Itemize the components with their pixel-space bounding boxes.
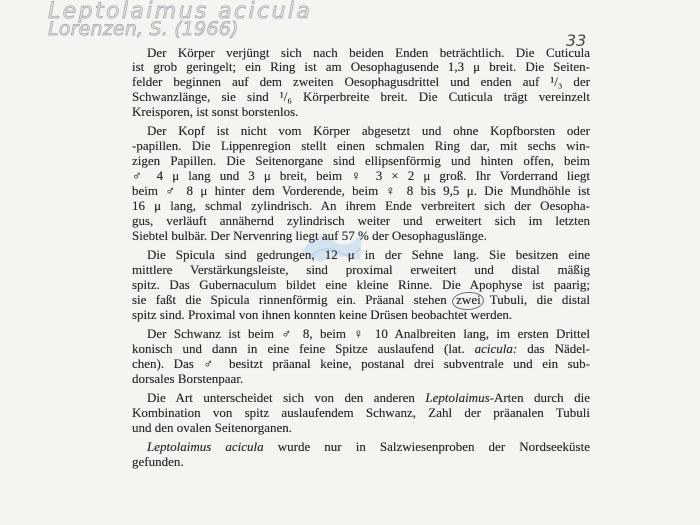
text-line: mittlere Verstärkungsleiste, sind proximal erweitert und distal mäßig (132, 261, 590, 277)
text-line: 16 μ lang, schmal zylindrisch. An ihrem Ende verbreitert sich der Oesopha- (132, 197, 590, 213)
italic-term: Leptolaimus acicula (147, 439, 264, 455)
text-line: Schwanzlänge, sie sind ¹/₆ Körperbreite breit. Die Cuticula trägt vereinzelt (132, 89, 590, 105)
page-number: 33 (566, 31, 587, 50)
text-line: Kombination von spitz auslaufendem Schwanz, Zahl der präanalen Tubuli (132, 404, 590, 420)
text-line: Siebtel bulbär. Der Nervenring liegt auf 57 % der Oesophaguslänge. (132, 227, 487, 243)
text-line (132, 440, 590, 455)
text-line: gefunden. (132, 454, 184, 470)
italic-term: acicula: (474, 340, 518, 356)
text-line: Kreisporen, ist sonst borstenlos. (132, 104, 299, 120)
text-segment: konisch und dann in eine feine Spitze auslaufend (lat. (132, 340, 475, 356)
text-line: gus, verläuft annähernd zylindrisch weiter und erweitert sich im letzten (132, 212, 590, 228)
paragraph (132, 124, 590, 243)
paragraph (132, 391, 590, 436)
text-segment: Die Art unterscheidet sich von den anderen (147, 390, 426, 405)
text-line: beim ♂ 8 μ hinter dem Vorderende, beim ♀ 8 bis 9,5 μ. Die Mundhöhle ist (132, 183, 590, 199)
text-line: Der Kopf ist nicht vom Körper abgesetzt und ohne Kopfborsten oder (147, 123, 590, 139)
paragraph (132, 46, 590, 121)
handwritten-species-name: Leptolaimus acicula (48, 0, 313, 24)
text-segment: sie faßt die Spicula rinnenförmig ein. Präanal stehen (132, 291, 457, 307)
text-segment: das Nädel- (517, 340, 590, 356)
text-line (132, 391, 590, 406)
handwritten-citation: Lorenzen, S. (1966) (48, 18, 239, 40)
text-line: spitz. Das Gubernaculum bildet eine kleine Rinne. Die Apophyse ist paarig; (132, 276, 590, 292)
text-line: chen). Das ♂ besitzt präanal keine, postanal drei subventrale und ein sub- (132, 355, 590, 371)
text-segment: -Arten durch die (489, 390, 590, 405)
circled-word: zwei (456, 291, 481, 307)
italic-term: Leptolaimus (425, 390, 490, 405)
text-line: Die Spicula sind gedrungen, 12 μ in der Sehne lang. Sie besitzen eine (147, 247, 590, 263)
text-line: zigen Papillen. Die Seitenorgane sind ellipsenförmig und hinten offen, beim (132, 153, 590, 169)
text-line: felder beginnen auf dem zweiten Oesophagusdrittel und enden auf ¹/₃ der (132, 74, 590, 90)
text-line: spitz sind. Proximal von ihnen konnten keine Drüsen beobachtet werden. (132, 306, 513, 322)
text-line: und den ovalen Seitenorganen. (132, 419, 293, 435)
text-line (132, 293, 590, 308)
text-segment: wurde nur in Salzwiesenproben der Nordseeküste (263, 439, 591, 455)
text-line: ♂ 4 μ lang und 3 μ breit, beim ♀ 3 × 2 μ groß. Ihr Vorderrand liegt (132, 168, 590, 184)
text-line: -papillen. Die Lippenregion stellt einen schmalen Ring dar, mit sechs win- (132, 138, 590, 154)
paragraph (132, 440, 590, 470)
text-line: ist grob geringelt; ein Ring ist am Oesophagusende 1,3 μ breit. Die Seiten- (132, 59, 590, 75)
text-line: Der Körper verjüngt sich nach beiden Enden beträchtlich. Die Cuticula (147, 44, 590, 60)
text-line (132, 342, 590, 357)
paragraph (132, 248, 590, 323)
text-line: dorsales Borstenpaar. (132, 370, 244, 386)
text-line: Der Schwanz ist beim ♂ 8, beim ♀ 10 Analbreiten lang, im ersten Drittel (147, 325, 590, 341)
text-segment: Tubuli, die distal (480, 291, 590, 307)
paragraph (132, 327, 590, 387)
body-text (132, 46, 590, 470)
